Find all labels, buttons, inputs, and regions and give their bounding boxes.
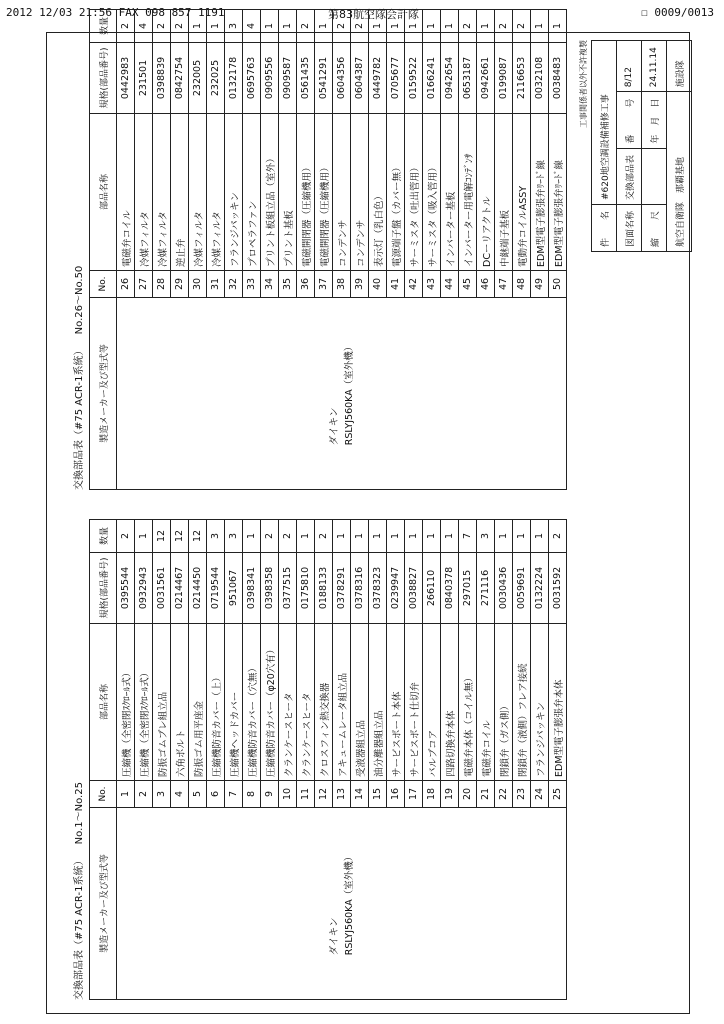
part-code: 0214467	[171, 553, 189, 624]
part-quantity: 2	[495, 10, 513, 43]
row-number: 20	[459, 781, 477, 808]
part-quantity: 2	[261, 520, 279, 553]
part-quantity: 1	[495, 520, 513, 553]
part-name: 電磁開閉器（圧縮機用）	[315, 114, 333, 271]
header-code: 規格(部品番号)	[90, 553, 117, 624]
row-number: 22	[495, 781, 513, 808]
part-quantity: 1	[549, 10, 567, 43]
part-code: 951067	[225, 553, 243, 624]
parts-table-2-block	[70, 9, 567, 490]
part-name: 六角ボルト	[171, 624, 189, 781]
part-code: 0132178	[225, 43, 243, 114]
part-code: 0199087	[495, 43, 513, 114]
maker-cell	[117, 298, 567, 490]
row-number: 25	[549, 781, 567, 808]
header-name: 部品名称	[90, 114, 117, 271]
part-quantity: 1	[279, 10, 297, 43]
part-code: 0030436	[495, 553, 513, 624]
part-name: プリント基板	[279, 114, 297, 271]
fax-page-counter: ☐ 0009/0013	[641, 6, 714, 19]
maker-brand: ダイキン	[328, 407, 340, 446]
part-code: 0653187	[459, 43, 477, 114]
part-quantity: 2	[549, 520, 567, 553]
organization: 航空自衛隊 那覇基地	[667, 92, 692, 252]
part-code: 0909556	[261, 43, 279, 114]
row-number: 18	[423, 781, 441, 808]
part-code: 0031561	[153, 553, 171, 624]
part-code: 0398341	[243, 553, 261, 624]
part-code: 0038483	[549, 43, 567, 114]
row-number: 9	[261, 781, 279, 808]
row-number: 4	[171, 781, 189, 808]
row-number: 1	[117, 781, 135, 808]
row-number: 30	[189, 271, 207, 298]
table-header-row	[90, 520, 117, 1000]
part-name: 表示灯（乳白色）	[369, 114, 387, 271]
part-quantity: 7	[459, 520, 477, 553]
part-name: コンデンサ	[333, 114, 351, 271]
drawing-name-value: 交換部品表	[617, 148, 642, 204]
part-code: 0695763	[243, 43, 261, 114]
parts-table-2-body	[117, 10, 567, 490]
row-number: 8	[243, 781, 261, 808]
part-code: 0604387	[351, 43, 369, 114]
part-quantity: 1	[387, 520, 405, 553]
part-code: 0398839	[153, 43, 171, 114]
header-no: No.	[90, 271, 117, 298]
part-name: EDM型電子膨張弁ﾘｰﾄﾞ線	[549, 114, 567, 271]
part-quantity: 1	[297, 520, 315, 553]
part-quantity: 1	[189, 10, 207, 43]
part-code: 0398358	[261, 553, 279, 624]
part-name: 圧縮機防音カバー（穴無）	[243, 624, 261, 781]
part-code: 0395544	[117, 553, 135, 624]
row-number: 39	[351, 271, 369, 298]
part-code: 0541291	[315, 43, 333, 114]
header-name: 部品名称	[90, 624, 117, 781]
part-quantity: 1	[423, 520, 441, 553]
row-number: 49	[531, 271, 549, 298]
part-code: 0705677	[387, 43, 405, 114]
part-quantity: 2	[171, 10, 189, 43]
row-number: 32	[225, 271, 243, 298]
part-quantity: 1	[405, 10, 423, 43]
part-code: 0239947	[387, 553, 405, 624]
part-code: 232025	[207, 43, 225, 114]
part-name: 電磁弁コイル	[477, 624, 495, 781]
part-quantity: 1	[261, 10, 279, 43]
row-number: 48	[513, 271, 531, 298]
row-number: 41	[387, 271, 405, 298]
part-name: サービスポート本体	[387, 624, 405, 781]
part-name: サービスポート仕切弁	[405, 624, 423, 781]
row-number: 43	[423, 271, 441, 298]
row-number: 23	[513, 781, 531, 808]
part-quantity: 1	[351, 520, 369, 553]
part-code: 0449782	[369, 43, 387, 114]
part-name: 電磁弁本体（コイル無）	[459, 624, 477, 781]
row-number: 46	[477, 271, 495, 298]
unit: 施設隊	[667, 41, 692, 92]
part-quantity: 1	[315, 10, 333, 43]
part-code: 0038827	[405, 553, 423, 624]
part-quantity: 2	[513, 10, 531, 43]
part-code: 0942654	[441, 43, 459, 114]
part-quantity: 2	[153, 10, 171, 43]
part-quantity: 2	[117, 10, 135, 43]
row-number: 45	[459, 271, 477, 298]
part-name: プロペラファン	[243, 114, 261, 271]
part-code: 0378323	[369, 553, 387, 624]
part-name: 電動弁コイルASSY	[513, 114, 531, 271]
part-code: 0377515	[279, 553, 297, 624]
part-name: フランジパッキン	[531, 624, 549, 781]
row-number: 19	[441, 781, 459, 808]
header-no: No.	[90, 781, 117, 808]
maker-brand: ダイキン	[328, 917, 340, 956]
title-row-org	[667, 41, 692, 252]
row-number: 34	[261, 271, 279, 298]
part-name: コンデンサ	[351, 114, 369, 271]
row-number: 24	[531, 781, 549, 808]
part-quantity: 1	[441, 520, 459, 553]
drawing-name-label: 図面名称	[617, 205, 642, 252]
part-name: サーミスタ（吐出管用）	[405, 114, 423, 271]
row-number: 3	[153, 781, 171, 808]
header-maker: 製造メーカー及び型式等	[90, 298, 117, 490]
part-quantity: 4	[135, 10, 153, 43]
part-code: 0032108	[531, 43, 549, 114]
fax-sender-line: 2012 12/03 21:56 FAX 098 857 1191	[6, 6, 225, 19]
date-value: 24.11.14	[642, 41, 667, 92]
row-number: 10	[279, 781, 297, 808]
part-name: クランケースヒータ	[279, 624, 297, 781]
part-name: 圧縮機防音カバー（上）	[207, 624, 225, 781]
part-code: 2116653	[513, 43, 531, 114]
row-number: 42	[405, 271, 423, 298]
part-quantity: 1	[369, 520, 387, 553]
part-code: 0166241	[423, 43, 441, 114]
row-number: 16	[387, 781, 405, 808]
part-code: 0031592	[549, 553, 567, 624]
part-name: 圧縮機（全密閉ｽｸﾛｰﾙ式）	[117, 624, 135, 781]
part-name: フランジパッキン	[225, 114, 243, 271]
row-number: 21	[477, 781, 495, 808]
maker-model: RSLYJ560KA（室外機）	[343, 341, 355, 446]
parts-table-2-caption	[70, 9, 85, 490]
part-quantity: 1	[405, 520, 423, 553]
part-code: 0132224	[531, 553, 549, 624]
part-quantity: 1	[531, 10, 549, 43]
part-quantity: 3	[477, 520, 495, 553]
part-quantity: 1	[369, 10, 387, 43]
part-name: 防振ゴムブレ組立品	[153, 624, 171, 781]
part-name: EDM型電子膨張弁本体	[549, 624, 567, 781]
part-quantity: 3	[225, 520, 243, 553]
part-quantity: 4	[243, 10, 261, 43]
part-code: 0188133	[315, 553, 333, 624]
parts-table-2-title: 交換部品表（#75 ACR-1系統）	[74, 345, 85, 490]
row-number: 2	[135, 781, 153, 808]
part-quantity: 1	[135, 520, 153, 553]
part-quantity: 1	[477, 10, 495, 43]
part-name: アキュームレータ組立品	[333, 624, 351, 781]
part-code: 0942661	[477, 43, 495, 114]
header-qty: 数量	[90, 520, 117, 553]
row-number: 35	[279, 271, 297, 298]
part-code: 297015	[459, 553, 477, 624]
part-name: 圧縮機（全密閉ｽｸﾛｰﾙ式）	[135, 624, 153, 781]
row-number: 47	[495, 271, 513, 298]
part-code: 0442983	[117, 43, 135, 114]
part-quantity: 2	[333, 10, 351, 43]
part-name: インバーター基板	[441, 114, 459, 271]
table-row	[117, 520, 135, 1000]
part-name: 電源端子盤（カバー無）	[387, 114, 405, 271]
part-quantity: 2	[279, 520, 297, 553]
header-code: 規格(部品番号)	[90, 43, 117, 114]
part-name: 油分離器組立品	[369, 624, 387, 781]
fax-sender-name: 第83航空隊会計隊	[328, 8, 419, 21]
part-code: 0561435	[297, 43, 315, 114]
part-quantity: 1	[441, 10, 459, 43]
scale-value	[642, 148, 667, 204]
title-block-table	[591, 40, 692, 252]
title-row-scale	[642, 41, 667, 252]
row-number: 31	[207, 271, 225, 298]
part-quantity: 3	[225, 10, 243, 43]
part-name: 冷媒フィルタ	[153, 114, 171, 271]
part-code: 0719544	[207, 553, 225, 624]
row-number: 38	[333, 271, 351, 298]
row-number: 11	[297, 781, 315, 808]
scale-label: 縮 尺	[642, 205, 667, 252]
part-quantity: 12	[171, 520, 189, 553]
part-code: 232005	[189, 43, 207, 114]
part-name: 冷媒フィルタ	[207, 114, 225, 271]
part-quantity: 12	[153, 520, 171, 553]
part-quantity: 1	[207, 10, 225, 43]
maker-cell	[117, 808, 567, 1000]
part-quantity: 1	[531, 520, 549, 553]
row-number: 26	[117, 271, 135, 298]
part-quantity: 1	[243, 520, 261, 553]
part-code: 231501	[135, 43, 153, 114]
part-code: 0059691	[513, 553, 531, 624]
part-quantity: 1	[513, 520, 531, 553]
parts-table-1-block	[70, 519, 567, 1000]
title-block	[578, 40, 692, 252]
parts-table-2-range: No.26～No.50	[74, 265, 85, 335]
row-number: 6	[207, 781, 225, 808]
title-row-drawing	[617, 41, 642, 252]
row-number: 29	[171, 271, 189, 298]
date-label: 年 月 日	[642, 92, 667, 148]
parts-table-1-title: 交換部品表（#75 ACR-1系統）	[74, 855, 85, 1000]
part-name: 冷媒フィルタ	[135, 114, 153, 271]
row-number: 44	[441, 271, 459, 298]
row-number: 14	[351, 781, 369, 808]
table-row	[117, 10, 135, 490]
row-number: 15	[369, 781, 387, 808]
part-name: 逆止弁	[171, 114, 189, 271]
part-quantity: 12	[189, 520, 207, 553]
row-number: 37	[315, 271, 333, 298]
part-name: 閉鎖弁（ガス側）	[495, 624, 513, 781]
number-label: 番 号	[617, 92, 642, 148]
header-qty: 数量	[90, 10, 117, 43]
part-code: 0932943	[135, 553, 153, 624]
part-code: 0604356	[333, 43, 351, 114]
part-quantity: 2	[117, 520, 135, 553]
part-quantity: 2	[351, 10, 369, 43]
parts-table-1-caption	[70, 519, 85, 1000]
row-number: 12	[315, 781, 333, 808]
row-number: 17	[405, 781, 423, 808]
part-code: 0840378	[441, 553, 459, 624]
part-name: インバーター用電解ｺﾝﾃﾞﾝｻ	[459, 114, 477, 271]
parts-table-1-body	[117, 520, 567, 1000]
part-name: DCーリアクトル	[477, 114, 495, 271]
part-name: クロスフィン熱交換器	[315, 624, 333, 781]
parts-table-1-range: No.1～No.25	[74, 782, 85, 845]
row-number: 33	[243, 271, 261, 298]
row-number: 13	[333, 781, 351, 808]
number-value: 8/12	[617, 41, 642, 92]
row-number: 27	[135, 271, 153, 298]
row-number: 5	[189, 781, 207, 808]
part-name: 閉鎖弁（液側）フレア接続	[513, 624, 531, 781]
part-name: クランケースヒータ	[297, 624, 315, 781]
part-quantity: 3	[207, 520, 225, 553]
part-code: 0159522	[405, 43, 423, 114]
part-name: サーミスタ（吸入管用）	[423, 114, 441, 271]
part-quantity: 1	[387, 10, 405, 43]
part-name: EDM型電子膨張弁ﾘｰﾄﾞ線	[531, 114, 549, 271]
subject-label: 件 名	[592, 205, 617, 252]
part-name: 電磁弁コイル	[117, 114, 135, 271]
header-maker: 製造メーカー及び型式等	[90, 808, 117, 1000]
table-header-row	[90, 10, 117, 490]
part-name: 中継端子基板	[495, 114, 513, 271]
part-code: 266110	[423, 553, 441, 624]
part-quantity: 1	[333, 520, 351, 553]
parts-table-1	[89, 519, 567, 1000]
part-name: 受液器組立品	[351, 624, 369, 781]
part-name: 圧縮機防音カバー（φ20穴有）	[261, 624, 279, 781]
subject-value: #620地空調設備補修工事	[592, 41, 617, 205]
maker-model: RSLYJ560KA（室外機）	[343, 851, 355, 956]
part-name: 防振ゴム用平座金	[189, 624, 207, 781]
part-quantity: 2	[297, 10, 315, 43]
part-quantity: 2	[459, 10, 477, 43]
row-number: 40	[369, 271, 387, 298]
part-name: バルブコア	[423, 624, 441, 781]
part-code: 0175810	[297, 553, 315, 624]
part-code: 0378316	[351, 553, 369, 624]
part-name: プリント板組立品（室外）	[261, 114, 279, 271]
part-name: 四路切換弁本体	[441, 624, 459, 781]
title-row-subject	[592, 41, 617, 252]
row-number: 28	[153, 271, 171, 298]
parts-table-2	[89, 9, 567, 490]
part-quantity: 2	[315, 520, 333, 553]
part-code: 0909587	[279, 43, 297, 114]
part-code: 0214450	[189, 553, 207, 624]
row-number: 50	[549, 271, 567, 298]
part-code: 271116	[477, 553, 495, 624]
part-code: 0842754	[171, 43, 189, 114]
part-quantity: 1	[423, 10, 441, 43]
part-name: 電磁開閉器（圧縮機用）	[297, 114, 315, 271]
part-name: 冷媒フィルタ	[189, 114, 207, 271]
reproduction-notice: 工事関係者以外不許複製	[579, 40, 588, 128]
part-name: 圧縮機ヘッドカバー	[225, 624, 243, 781]
row-number: 7	[225, 781, 243, 808]
row-number: 36	[297, 271, 315, 298]
part-code: 0378291	[333, 553, 351, 624]
